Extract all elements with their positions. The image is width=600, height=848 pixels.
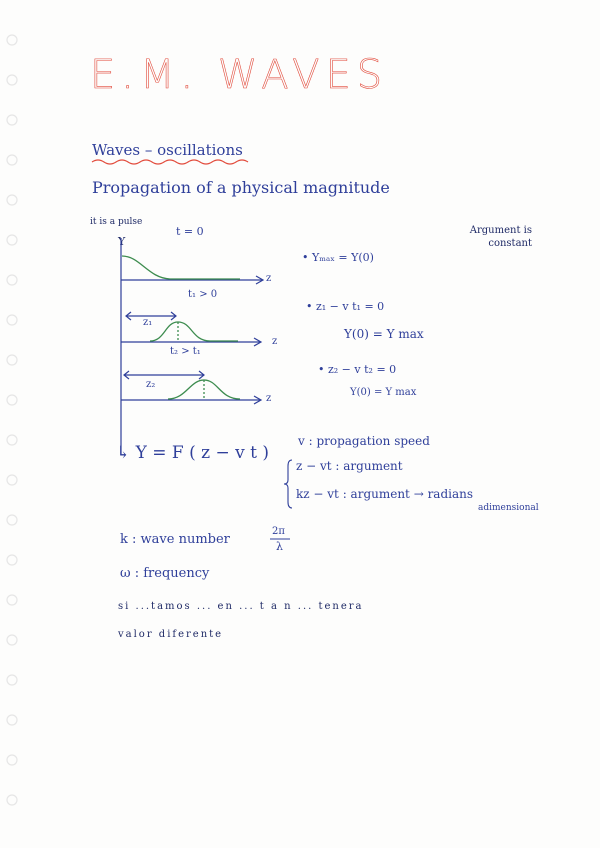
- z-label-1: z: [266, 273, 272, 284]
- z-label-2: z: [272, 336, 278, 347]
- frequency-def: ω : frequency: [120, 566, 210, 581]
- argument-2: kz − vt : argument → radians: [296, 487, 474, 501]
- page-title: E.M. WAVES: [90, 52, 389, 98]
- z1-label: z₁: [143, 317, 153, 328]
- wave-equation: ↳ Y = F ( z − v t ): [116, 443, 270, 463]
- t1-label: t₁ > 0: [188, 289, 218, 300]
- eq1b: Y(0) = Y max: [344, 327, 424, 341]
- note-line-1: si ...tamos ... en ... t a n ... tenera: [118, 601, 364, 612]
- k-formula-top: 2π: [272, 526, 285, 537]
- note-line-2: valor diferente: [118, 629, 224, 640]
- subtitle: Waves – oscillations: [92, 141, 243, 159]
- t0-label: t = 0: [176, 225, 204, 238]
- wave-number-def: k : wave number: [120, 532, 230, 547]
- argument-1: z − vt : argument: [296, 459, 403, 473]
- heading: Propagation of a physical magnitude: [92, 178, 390, 197]
- y-axis-label: Y: [118, 235, 126, 248]
- z2-label: z₂: [146, 379, 156, 390]
- eq1: • z₁ − v t₁ = 0: [306, 300, 385, 313]
- k-formula-bottom: λ: [276, 540, 283, 553]
- pulse-note: it is a pulse: [90, 217, 143, 227]
- adimensional-note: adimensional: [478, 503, 539, 513]
- t2-label: t₂ > t₁: [170, 346, 201, 357]
- ymax-note: • Yₘₐₓ = Y(0): [302, 251, 374, 264]
- z-label-3: z: [266, 393, 272, 404]
- eq2b: Y(0) = Y max: [350, 387, 417, 398]
- argument-note: Argument is constant: [469, 225, 532, 249]
- eq2: • z₂ − v t₂ = 0: [318, 363, 397, 376]
- v-definition: v : propagation speed: [298, 434, 430, 448]
